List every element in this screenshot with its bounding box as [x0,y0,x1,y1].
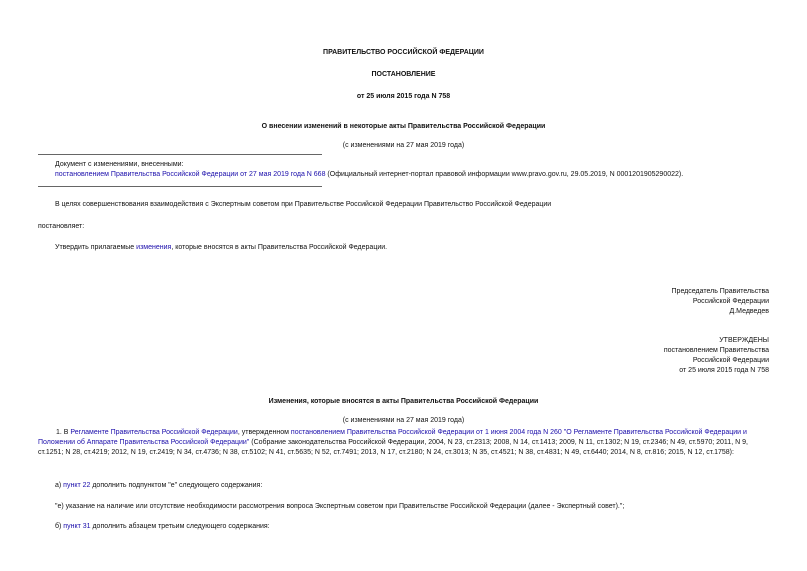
item-b: б) пункт 31 дополнить абзацем третьим следующего содержания: [55,523,270,530]
government-name: ПРАВИТЕЛЬСТВО РОССИЙСКОЙ ФЕДЕРАЦИИ [323,49,484,56]
document-title: О внесении изменений в некоторые акты Правительства Российской Федерации [261,123,546,130]
regulation-link[interactable]: Регламенте Правительства Российской Федерации [70,429,238,436]
changes-link[interactable]: изменения [136,244,172,251]
amendment-label: Документ с изменениями, внесенными: [55,161,184,168]
signature-name: Д.Медведев [729,308,769,315]
point-31-link[interactable]: пункт 31 [63,523,91,530]
bottom-divider [38,186,322,187]
changes-title: Изменения, которые вносятся в акты Правительства Российской Федерации [268,398,539,405]
item-a: а) пункт 22 дополнить подпунктом "е" следующего содержания: [55,482,263,489]
preamble: В целях совершенствования взаимодействия с Экспертным советом при Правительстве Российской Федерации Правительство Российской Федерации [55,201,552,208]
decree-word: постановляет: [38,223,85,230]
resolution-text: Утвердить прилагаемые изменения, которые вносятся в акты Правительства Российской Федерации. [55,244,388,251]
changes-amendment-note: (с изменениями на 27 мая 2019 года) [342,417,465,424]
amendment-note: (с изменениями на 27 мая 2019 года) [342,142,465,149]
approved-line-3: Российской Федерации [692,357,769,364]
decree-260-link[interactable]: постановлением Правительства Российской Федерации от 1 июня 2004 года N 260 "О Регламенте Правительства Российской Федерации и Положении об Аппарате Правительства Российской Федерации" [38,429,747,446]
approved-line-2: постановлением Правительства [663,347,769,354]
amendment-rest: (Официальный интернет-портал правовой информации www.pravo.gov.ru, 29.05.2019, N 0001201905290022). [325,171,684,178]
approved-line-4: от 25 июля 2015 года N 758 [679,367,769,374]
point-22-link[interactable]: пункт 22 [63,482,91,489]
amendment-link[interactable]: постановлением Правительства Российской Федерации от 27 мая 2019 года N 668 [55,171,326,178]
top-divider [38,154,322,155]
approved-heading: УТВЕРЖДЕНЫ [719,337,769,344]
amendment-source [55,170,683,180]
item-a-quote: "е) указание на наличие или отсутствие необходимости рассмотрения вопроса Экспертным советом при Правительстве Российской Федерации (далее - Экспертный совет)."; [55,503,625,510]
document-type: ПОСТАНОВЛЕНИЕ [371,71,436,78]
signature-position: Председатель Правительства [671,288,769,295]
document-date: от 25 июля 2015 года N 758 [356,93,451,100]
signature-government: Российской Федерации [692,298,769,305]
item-1: 1. В Регламенте Правительства Российской Федерации, утвержденном постановлением Правительства Российской Федерации от 1 июня 2004 года N 260 "О Регламенте Правительства Российской Федерации и Положении об Аппарате Правительства Российской Федерации" (Собрание законодательства Российской Федерации, 2004, N 23, ст.2313; 2008, N 14, ст.1413; 2009, N 11, ст.1302; N 19, ст.2346; N 49, ст.5970; 2011, N 9, ст.1251; N 28, ст.4219; 2012, N 19, ст.2419; N 34, ст.4736; N 38, ст.5102; N 41, ст.5635; N 52, ст.7491; 2013, N 17, ст.2180; N 24, ст.3013; N 35, ст.4521; N 38, ст.4831; N 49, ст.6440; 2014, N 8, ст.816; 2015, N 12, ст.1758): [38,429,748,456]
